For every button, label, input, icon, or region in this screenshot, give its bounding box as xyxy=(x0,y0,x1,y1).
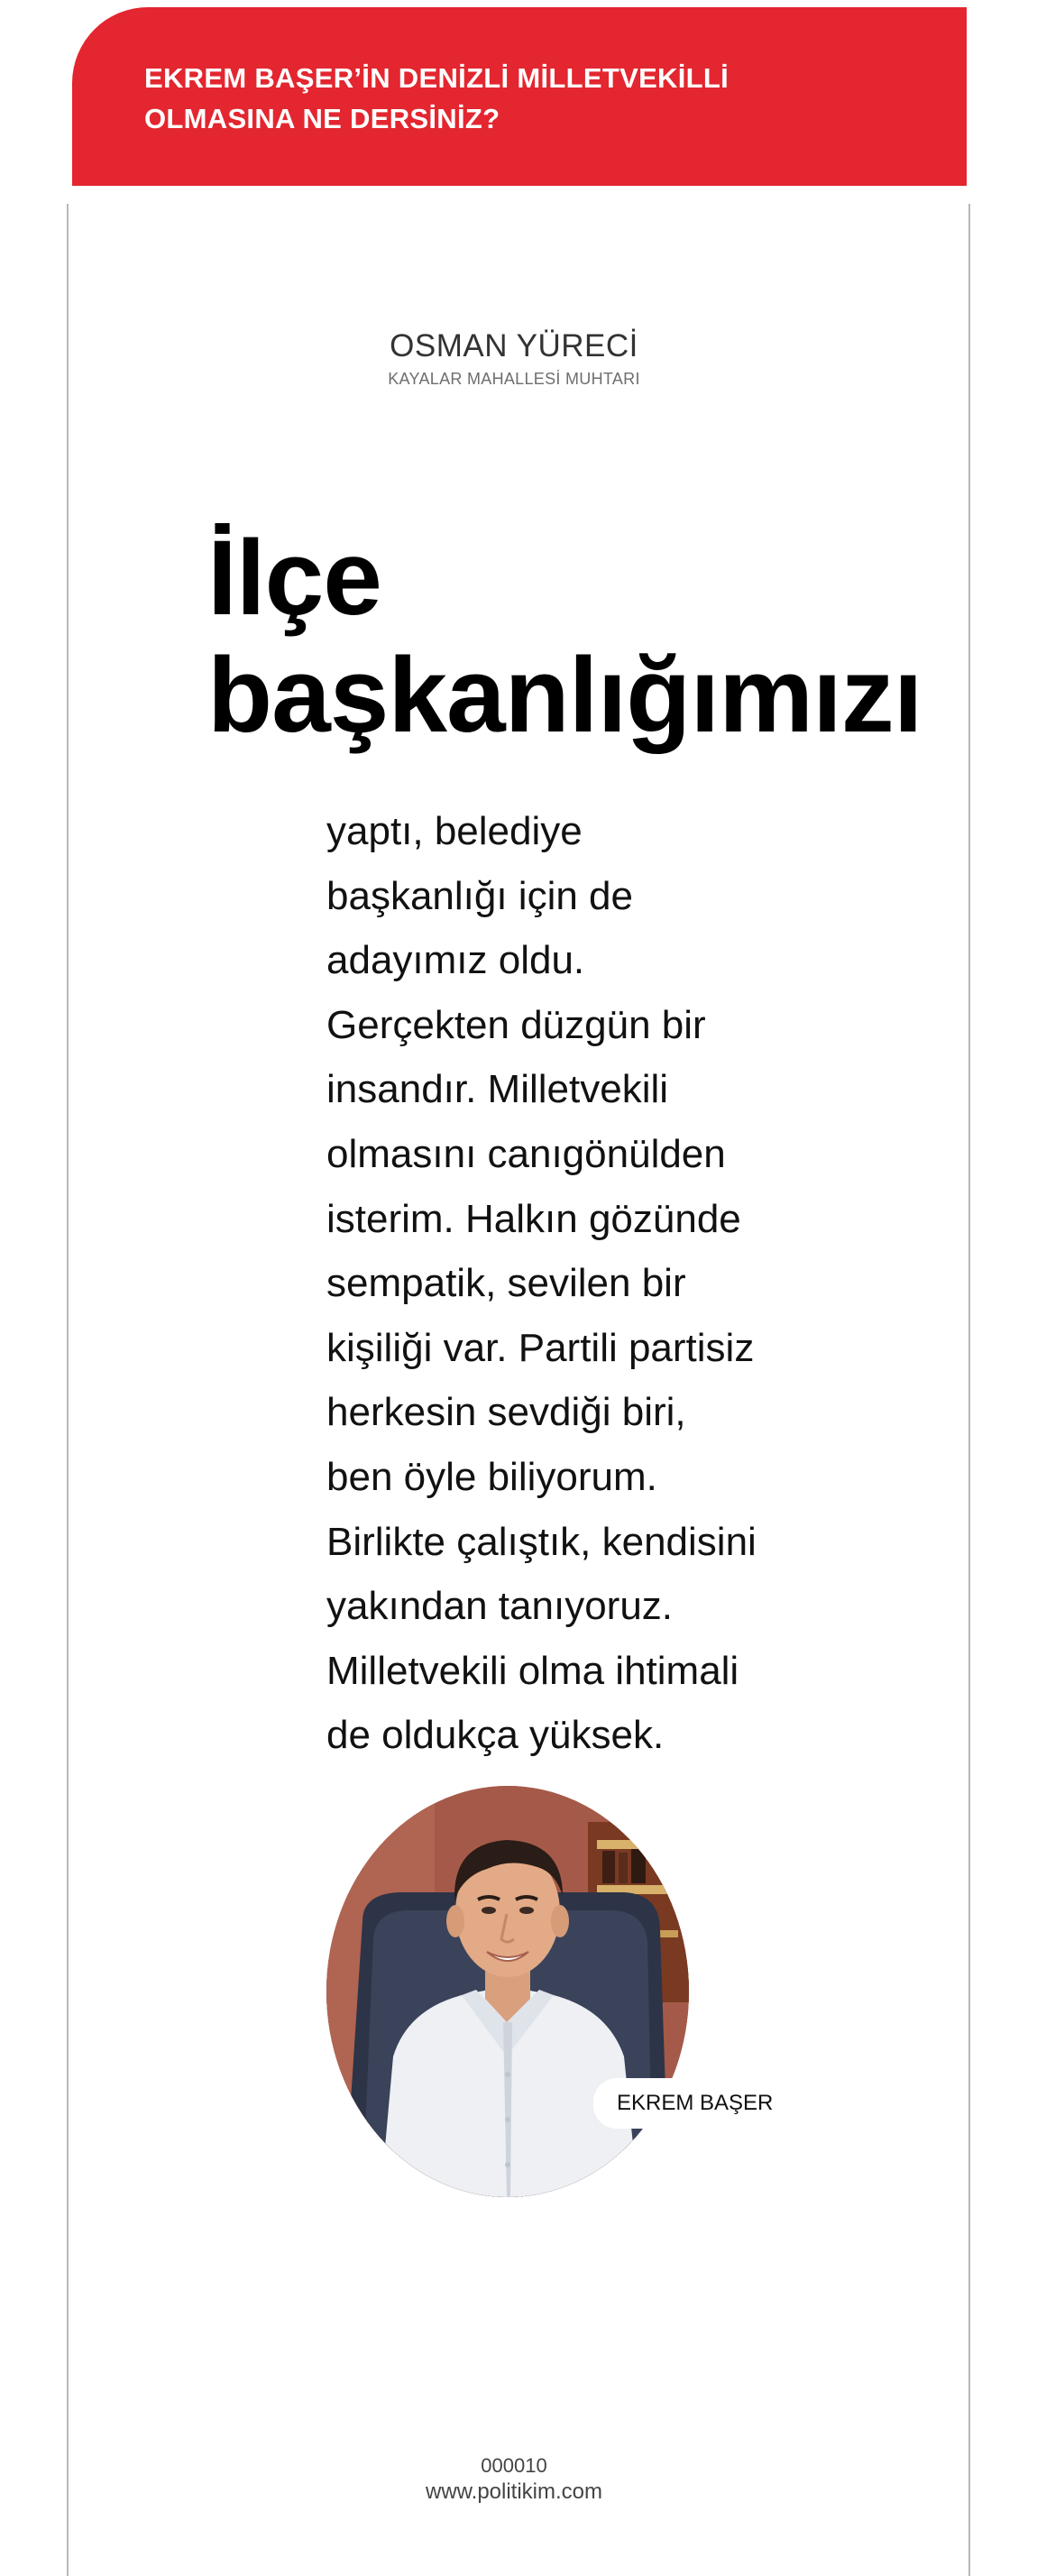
header-title-line-1: EKREM BAŞER’İN DENİZLİ MİLLETVEKİLLİ xyxy=(144,62,730,94)
article-body xyxy=(326,799,795,1768)
body-line: yakından tanıyoruz. xyxy=(326,1584,674,1629)
body-line: başkanlığı için de xyxy=(326,873,633,918)
body-line: Milletvekili olma ihtimali xyxy=(326,1648,739,1693)
header-banner xyxy=(72,7,967,186)
left-frame-rule xyxy=(67,204,69,2576)
body-line: herkesin sevdiği biri, xyxy=(326,1390,686,1435)
lead-heading-line-2: başkanlığımızı xyxy=(207,636,922,755)
author-role: KAYALAR MAHALLESİ MUHTARI xyxy=(388,370,640,388)
body-line: ben öyle biliyorum. xyxy=(326,1454,657,1499)
lead-heading xyxy=(207,520,922,754)
header-title xyxy=(144,58,967,139)
body-line: isterim. Halkın gözünde xyxy=(326,1196,741,1241)
page-footer xyxy=(361,2453,667,2506)
body-line: olmasını canıgönülden xyxy=(326,1131,726,1176)
website-link[interactable]: www.politikim.com xyxy=(425,2479,603,2504)
portrait xyxy=(326,1786,774,2197)
body-line: yaptı, belediye xyxy=(326,809,583,853)
body-line: kişiliği var. Partili partisiz xyxy=(326,1325,755,1370)
page-number: 000010 xyxy=(481,2454,547,2477)
body-line: sempatik, sevilen bir xyxy=(326,1261,686,1306)
lead-heading-line-1: İlçe xyxy=(207,519,381,638)
right-frame-rule xyxy=(968,204,970,2576)
portrait-photo xyxy=(326,1786,689,2197)
portrait-illustration xyxy=(326,1786,689,2197)
header-title-line-2: OLMASINA NE DERSİNİZ? xyxy=(144,103,500,134)
body-line: Birlikte çalıştık, kendisini xyxy=(326,1519,757,1564)
portrait-caption: EKREM BAŞER xyxy=(593,2078,796,2129)
body-line: adayımız oldu. xyxy=(326,938,585,983)
body-line: Gerçekten düzgün bir xyxy=(326,1002,706,1047)
author-byline xyxy=(316,327,712,389)
author-name: OSMAN YÜRECİ xyxy=(390,328,638,363)
body-line: de oldukça yüksek. xyxy=(326,1713,665,1758)
body-line: insandır. Milletvekili xyxy=(326,1067,669,1112)
